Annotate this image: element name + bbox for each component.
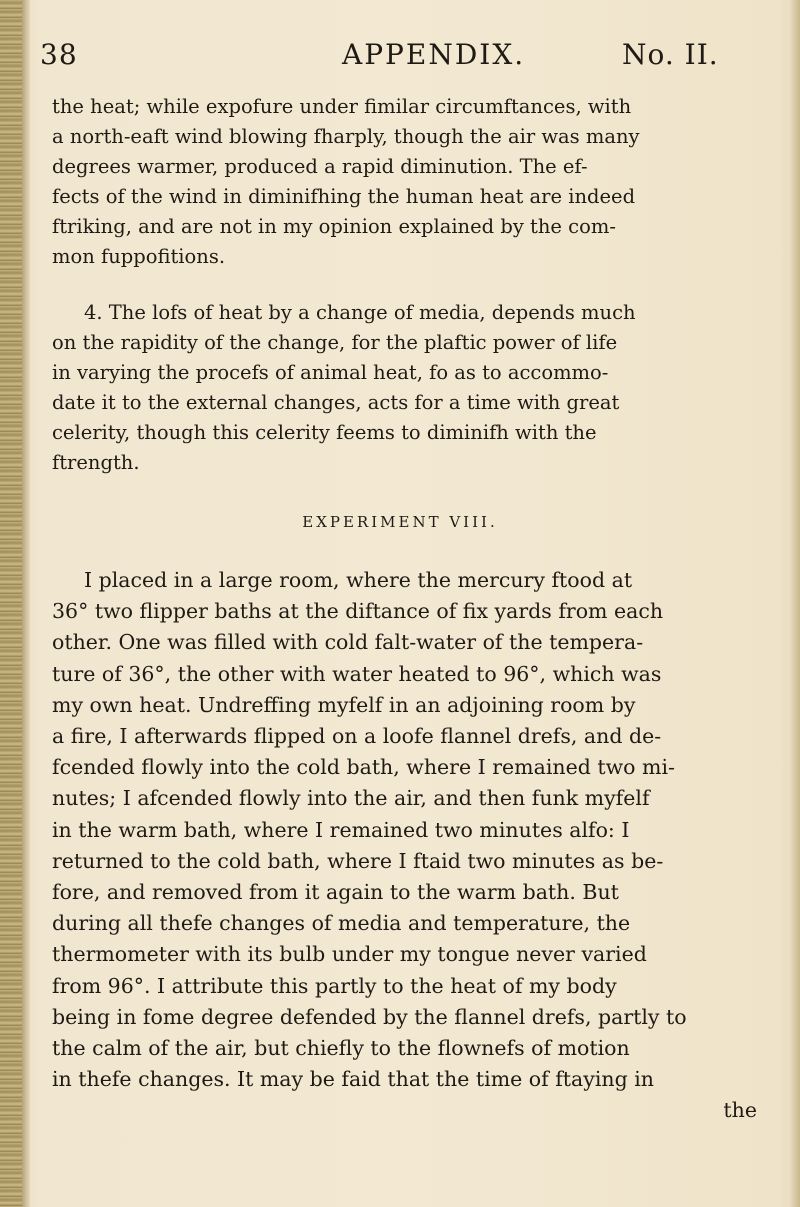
experiment-heading: EXPERIMENT VIII.: [302, 513, 498, 531]
text-line: in the warm bath, where I remained two minutes alfo: I: [52, 817, 630, 842]
page-edge: [788, 0, 800, 1207]
text-line: in thefe changes. It may be faid that the time of ftaying in: [52, 1067, 655, 1092]
catchword: the: [723, 1098, 757, 1123]
text-line: I placed in a large room, where the mercury ftood at: [84, 568, 633, 592]
binding-shadow: [22, 0, 30, 1207]
text-line: nutes; I afcended flowly into the air, and then funk myfelf: [52, 786, 650, 811]
text-line: ftrength.: [52, 451, 140, 474]
text-line: thermometer with its bulb under my tongue never varied: [52, 942, 647, 967]
text-line: degrees warmer, produced a rapid diminution. The ef-: [52, 155, 588, 178]
page-number: 38: [40, 38, 78, 71]
text-line: during all thefe changes of media and temperature, the: [52, 911, 631, 936]
running-head: APPENDIX.: [342, 38, 526, 71]
text-line: fore, and removed from it again to the warm bath. But: [52, 880, 619, 905]
text-line: a fire, I afterwards flipped on a loofe flannel drefs, and de-: [52, 724, 662, 749]
text-line: the calm of the air, but chiefly to the flownefs of motion: [52, 1036, 630, 1061]
text-line: other. One was filled with cold falt-water of the tempera-: [52, 630, 644, 655]
text-line: being in fome degree defended by the flannel drefs, partly to: [52, 1004, 687, 1029]
text-line: celerity, though this celerity feems to diminifh with the: [52, 421, 597, 444]
paragraph-experiment: [52, 565, 757, 1127]
text-line: date it to the external changes, acts for a time with great: [52, 391, 620, 414]
text-line: fcended flowly into the cold bath, where I remained two mi-: [52, 755, 675, 780]
text-line: ture of 36°, the other with water heated to 96°, which was: [52, 661, 662, 686]
text-line: in varying the procefs of animal heat, fo as to accommo-: [52, 361, 609, 384]
text-line: the heat; while expofure under fimilar circumftances, with: [52, 95, 632, 118]
text-line: a north-eaft wind blowing fharply, though the air was many: [52, 125, 640, 148]
book-binding: [0, 0, 22, 1207]
text-line: 36° two flipper baths at the diftance of fix yards from each: [52, 599, 664, 624]
text-line: returned to the cold bath, where I ftaid two minutes as be-: [52, 848, 664, 873]
text-line: fects of the wind in diminifhing the human heat are indeed: [52, 185, 636, 208]
text-line: from 96°. I attribute this partly to the heat of my body: [52, 973, 617, 998]
text-line: 4. The lofs of heat by a change of media, depends much: [84, 301, 636, 324]
text-line: ftriking, and are not in my opinion explained by the com-: [52, 215, 616, 238]
text-line: my own heat. Undreffing myfelf in an adjoining room by: [52, 692, 636, 717]
text-line: on the rapidity of the change, for the plaftic power of life: [52, 331, 618, 354]
page-header: [30, 38, 770, 78]
paragraph-continuation: [52, 92, 757, 272]
section-mark: No. II.: [622, 38, 719, 71]
paragraph-point-4: [52, 298, 757, 478]
text-line: mon fuppofitions.: [52, 245, 226, 268]
